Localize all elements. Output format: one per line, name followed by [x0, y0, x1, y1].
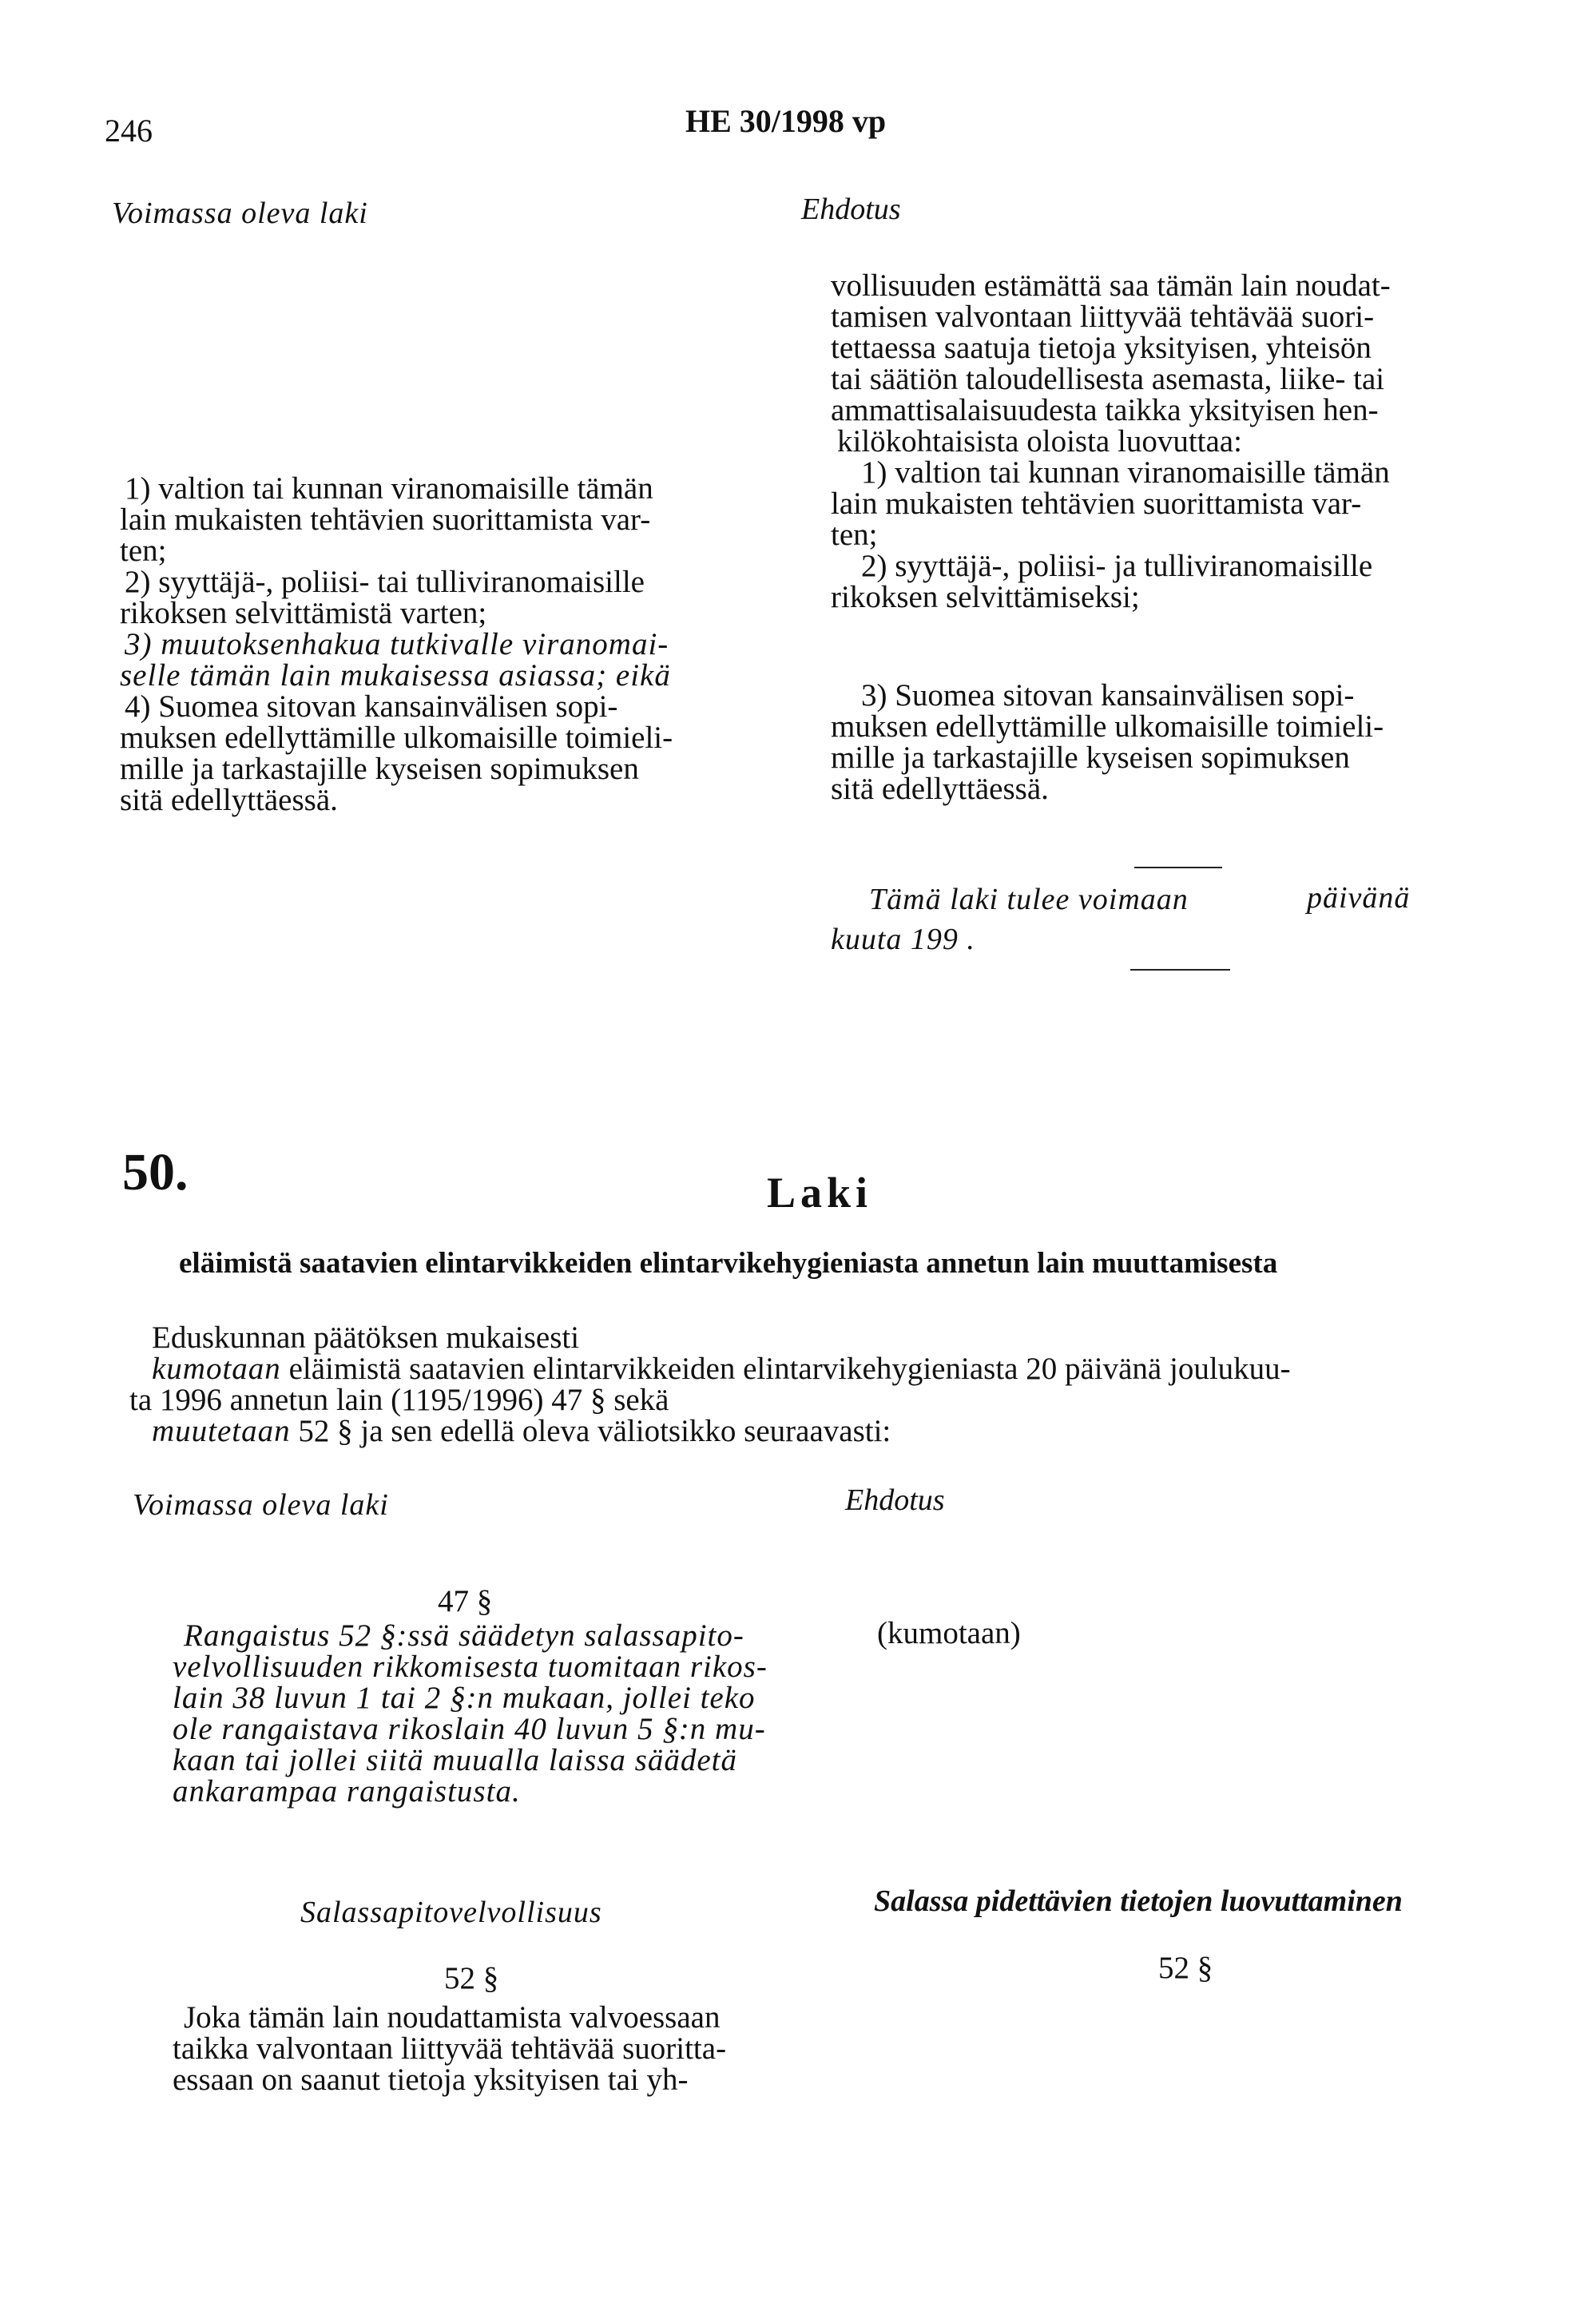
text-line: 2) syyttäjä-, poliisi- tai tulliviranomaisille: [125, 565, 645, 599]
section-52-label-proposal: 52 §: [1158, 1951, 1213, 1985]
law-title: Laki: [767, 1169, 873, 1217]
document-id: HE 30/1998 vp: [685, 103, 887, 139]
law-intro: [129, 1320, 1526, 1448]
text-line: tai säätiön taloudellisesta asemasta, liike- tai: [831, 362, 1385, 396]
current-law-heading: Voimassa oleva laki: [112, 197, 368, 230]
text-line: kaan tai jollei siitä muualla laissa säädetä: [173, 1743, 737, 1777]
text-line: lain mukaisten tehtävien suorittamista var-: [831, 486, 1362, 521]
section-52-label-current: 52 §: [444, 1961, 499, 1995]
text-line: kilökohtaisista oloista luovuttaa:: [837, 424, 1242, 459]
current-subheading: Salassapitovelvollisuus: [300, 1896, 602, 1929]
entry-into-force-day: päivänä: [1307, 881, 1411, 915]
proposal-subheading: Salassa pidettävien tietojen luovuttaminen: [874, 1884, 1403, 1918]
intro-line: [152, 1416, 1526, 1447]
text-line: taikka valvontaan liittyvää tehtävää suoritta-: [173, 2031, 727, 2066]
text-line: selle tämän lain mukaisessa asiassa; eikä: [120, 658, 671, 693]
text-line: ammattisalaisuudesta taikka yksityisen hen-: [831, 393, 1379, 427]
text-line: tettaessa saatuja tietoja yksityisen, yhteisön: [831, 331, 1372, 365]
section-47-label: 47 §: [438, 1584, 493, 1618]
intro-text: eläimistä saatavien elintarvikkeiden elintarvikehygieniasta 20 päivänä joulukuu-: [288, 1352, 1291, 1386]
law-subtitle: eläimistä saatavien elintarvikkeiden elintarvikehygieniasta annetun lain muuttamisesta: [179, 1247, 1278, 1280]
text-line: sitä edellyttäessä.: [120, 783, 338, 817]
current-law-text: [120, 473, 791, 816]
text-line: rikoksen selvittämiseksi;: [831, 580, 1140, 614]
text-line: tamisen valvontaan liittyvää tehtävää suori-: [831, 300, 1375, 334]
section-52-text: [173, 2002, 828, 2095]
text-line: ten;: [120, 534, 167, 568]
section-number: 50.: [122, 1143, 189, 1201]
text-line: velvollisuuden rikkomisesta tuomitaan rikos-: [173, 1650, 768, 1684]
intro-line: [152, 1353, 1526, 1384]
text-line: ten;: [831, 518, 878, 552]
text-line: ole rangaistava rikoslain 40 luvun 5 §:n mu-: [173, 1712, 766, 1746]
text-line: lain 38 luvun 1 tai 2 §:n mukaan, jollei teko: [173, 1681, 756, 1715]
current-law-heading: Voimassa oleva laki: [133, 1488, 389, 1522]
text-line: muksen edellyttämille ulkomaisille toimieli-: [831, 709, 1384, 744]
text-line: 1) valtion tai kunnan viranomaisille tämän: [861, 455, 1390, 490]
intro-keyword: muutetaan: [152, 1414, 291, 1448]
text-line: vollisuuden estämättä saa tämän lain noudat-: [831, 268, 1391, 303]
text-line: 3) Suomea sitovan kansainvälisen sopi-: [861, 678, 1355, 713]
separator-rule: [1130, 969, 1230, 971]
page-number: 246: [105, 113, 153, 149]
entry-into-force-month: kuuta 199 .: [831, 923, 975, 956]
repealed-note: (kumotaan): [877, 1616, 1021, 1650]
proposal-text: [831, 270, 1502, 804]
proposal-heading: Ehdotus: [801, 193, 901, 226]
entry-into-force: Tämä laki tulee voimaan: [869, 883, 1189, 916]
section-47-text: [173, 1620, 812, 1807]
intro-text: 52 § ja sen edellä oleva väliotsikko seuraavasti:: [298, 1414, 891, 1448]
text-line: lain mukaisten tehtävien suorittamista var-: [120, 502, 651, 537]
text-line: mille ja tarkastajille kyseisen sopimuksen: [831, 741, 1350, 775]
text-line: 3) muutoksenhakua tutkivalle viranomai-: [125, 627, 669, 661]
text-line: rikoksen selvittämistä varten;: [120, 596, 487, 630]
proposal-heading: Ehdotus: [845, 1483, 945, 1517]
text-line: muksen edellyttämille ulkomaisille toimieli-: [120, 721, 673, 755]
text-line: ankarampaa rangaistusta.: [173, 1774, 521, 1809]
text-line: 1) valtion tai kunnan viranomaisille tämän: [125, 471, 653, 506]
text-line: Joka tämän lain noudattamista valvoessaan: [184, 2000, 721, 2035]
text-line: 4) Suomea sitovan kansainvälisen sopi-: [125, 689, 618, 724]
text-line: Rangaistus 52 §:ssä säädetyn salassapito-: [184, 1618, 744, 1653]
text-line: sitä edellyttäessä.: [831, 772, 1049, 806]
intro-line: ta 1996 annetun lain (1195/1996) 47 § sekä: [129, 1383, 669, 1417]
text-line: mille ja tarkastajille kyseisen sopimuksen: [120, 752, 639, 786]
intro-keyword: kumotaan: [152, 1352, 281, 1386]
separator-rule: [1134, 867, 1222, 868]
text-line: 2) syyttäjä-, poliisi- ja tulliviranomaisille: [861, 549, 1373, 583]
text-line: essaan on saanut tietoja yksityisen tai yh-: [173, 2063, 689, 2097]
intro-line: Eduskunnan päätöksen mukaisesti: [152, 1320, 580, 1355]
